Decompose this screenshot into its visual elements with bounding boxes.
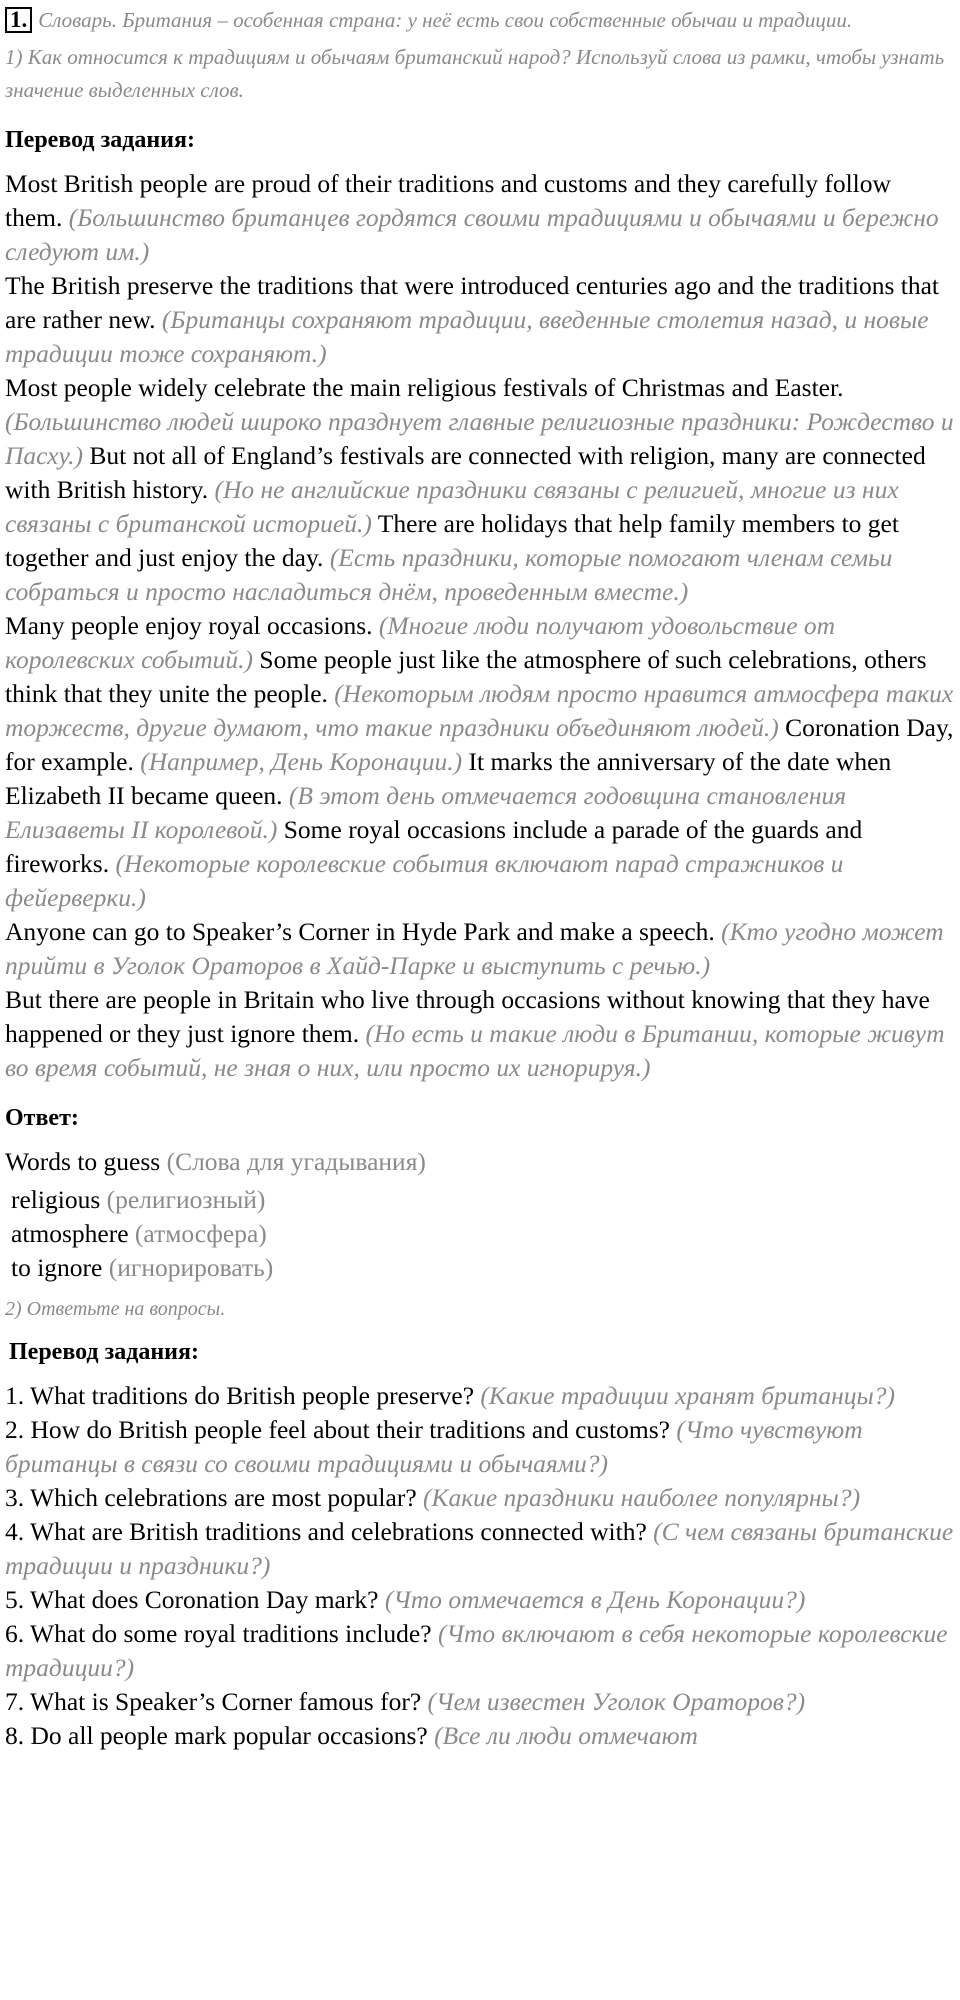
- question-english: 1. What traditions do British people preserve?: [5, 1381, 475, 1410]
- text-paragraph: [5, 983, 954, 1085]
- russian-translation: (В этот день отмечается годовщина становления Елизаветы II королевой.): [5, 781, 847, 844]
- question-english: 2. How do British people feel about their traditions and customs?: [5, 1415, 670, 1444]
- english-sentence: Most British people are proud of their traditions and customs and they carefully follow them.: [5, 169, 891, 232]
- question-item: [5, 1515, 954, 1583]
- word-english: religious: [11, 1185, 101, 1214]
- text-paragraph: [5, 915, 954, 983]
- word-item: [11, 1251, 954, 1285]
- russian-translation: (Британцы сохраняют традиции, введенные столетия назад, и новые традиции тоже сохраняют.): [5, 305, 929, 368]
- question-item: [5, 1413, 954, 1481]
- question-english: 3. Which celebrations are most popular?: [5, 1483, 417, 1512]
- russian-translation: (Большинство людей широко празднует главные религиозные праздники: Рождество и Пасху.): [5, 407, 954, 470]
- question-item: [5, 1481, 954, 1515]
- russian-translation: (Некоторые королевские события включают парад стражников и фейерверки.): [5, 849, 844, 912]
- english-sentence: It marks the anniversary of the date when Elizabeth II became queen.: [5, 747, 892, 810]
- english-sentence: Anyone can go to Speaker’s Corner in Hyde Park and make a speech.: [5, 917, 715, 946]
- question-english: 8. Do all people mark popular occasions?: [5, 1721, 428, 1750]
- question-item: [5, 1617, 954, 1685]
- russian-translation: (Некоторым людям просто нравится атмосфера таких торжеств, другие думают, что такие праздники объединяют людей.): [5, 679, 954, 742]
- english-sentence: Some royal occasions include a parade of the guards and fireworks.: [5, 815, 863, 878]
- task-header: [5, 4, 954, 37]
- task-number: 1.: [5, 7, 32, 33]
- english-sentence: Coronation Day, for example.: [5, 713, 954, 776]
- word-item: [11, 1217, 954, 1251]
- question-english: 5. What does Coronation Day mark?: [5, 1585, 379, 1614]
- russian-translation: (Но не английские праздники связаны с религией, многие из них связаны с британской историей.): [5, 475, 899, 538]
- words-to-guess-label: Words to guess: [5, 1147, 161, 1176]
- answer-heading: Ответ:: [5, 1105, 79, 1131]
- russian-translation: (Но есть и такие люди в Британии, которые живут во время событий, не зная о них, или просто их игнорируя.): [5, 1019, 945, 1082]
- question-russian: (Что чувствуют британцы в связи со своими традициями и обычаями?): [5, 1415, 863, 1478]
- translation-heading: Перевод задания:: [5, 127, 195, 153]
- question-english: 6. What do some royal traditions include?: [5, 1619, 432, 1648]
- question-russian: (Какие традиции хранят британцы?): [480, 1381, 895, 1410]
- russian-translation: (Многие люди получают удовольствие от королевских событий.): [5, 611, 836, 674]
- word-russian: (атмосфера): [134, 1219, 267, 1248]
- question-russian: (Что включают в себя некоторые королевские традиции?): [5, 1619, 948, 1682]
- russian-translation: (Большинство британцев гордятся своими традициями и обычаями и бережно следуют им.): [5, 203, 939, 266]
- english-sentence: Most people widely celebrate the main religious festivals of Christmas and Easter.: [5, 373, 844, 402]
- part1-instruction: 1) Как относится к традициям и обычаям британский народ? Используй слова из рамки, чтобы узнать значение выделенных слов.: [5, 45, 945, 102]
- text-paragraph: [5, 269, 954, 371]
- question-english: 7. What is Speaker’s Corner famous for?: [5, 1687, 422, 1716]
- question-russian: (Какие праздники наиболее популярны?): [423, 1483, 861, 1512]
- task-title: Словарь. Британия – особенная страна: у неё есть свои собственные обычаи и традиции.: [38, 8, 853, 32]
- english-sentence: The British preserve the traditions that were introduced centuries ago and the traditions that are rather new.: [5, 271, 939, 334]
- text-paragraph: [5, 609, 954, 915]
- translation-heading-2: Перевод задания:: [9, 1339, 199, 1365]
- question-russian: (С чем связаны британские традиции и праздники?): [5, 1517, 954, 1580]
- translated-text: [5, 167, 954, 1085]
- english-sentence: But not all of England’s festivals are connected with religion, many are connected with British history.: [5, 441, 926, 504]
- word-russian: (игнорировать): [108, 1253, 274, 1282]
- words-to-guess-translation: (Слова для угадывания): [166, 1147, 426, 1176]
- question-russian: (Все ли люди отмечают: [434, 1721, 698, 1750]
- part2-instruction: 2) Ответьте на вопросы.: [5, 1298, 226, 1320]
- words-to-guess-line: [5, 1145, 954, 1179]
- question-item: [5, 1719, 954, 1753]
- english-sentence: But there are people in Britain who live through occasions without knowing that they have happened or they just ignore them.: [5, 985, 930, 1048]
- word-english: atmosphere: [11, 1219, 129, 1248]
- question-item: [5, 1583, 954, 1617]
- question-english: 4. What are British traditions and celebrations connected with?: [5, 1517, 647, 1546]
- question-item: [5, 1379, 954, 1413]
- english-sentence: Many people enjoy royal occasions.: [5, 611, 373, 640]
- word-russian: (религиозный): [106, 1185, 266, 1214]
- english-sentence: There are holidays that help family members to get together and just enjoy the day.: [5, 509, 899, 572]
- question-russian: (Чем известен Уголок Ораторов?): [427, 1687, 806, 1716]
- text-paragraph: [5, 167, 954, 269]
- question-list: [5, 1379, 954, 1753]
- word-english: to ignore: [11, 1253, 103, 1282]
- word-list: [11, 1183, 954, 1285]
- russian-translation: (Например, День Коронации.): [140, 747, 463, 776]
- text-paragraph: [5, 371, 954, 609]
- english-sentence: Some people just like the atmosphere of such celebrations, others think that they unite the people.: [5, 645, 927, 708]
- question-russian: (Что отмечается в День Коронации?): [384, 1585, 806, 1614]
- russian-translation: (Кто угодно может прийти в Уголок Ораторов в Хайд-Парке и выступить с речью.): [5, 917, 944, 980]
- russian-translation: (Есть праздники, которые помогают членам семьи собраться и просто насладиться днём, проведенным вместе.): [5, 543, 893, 606]
- question-item: [5, 1685, 954, 1719]
- word-item: [11, 1183, 954, 1217]
